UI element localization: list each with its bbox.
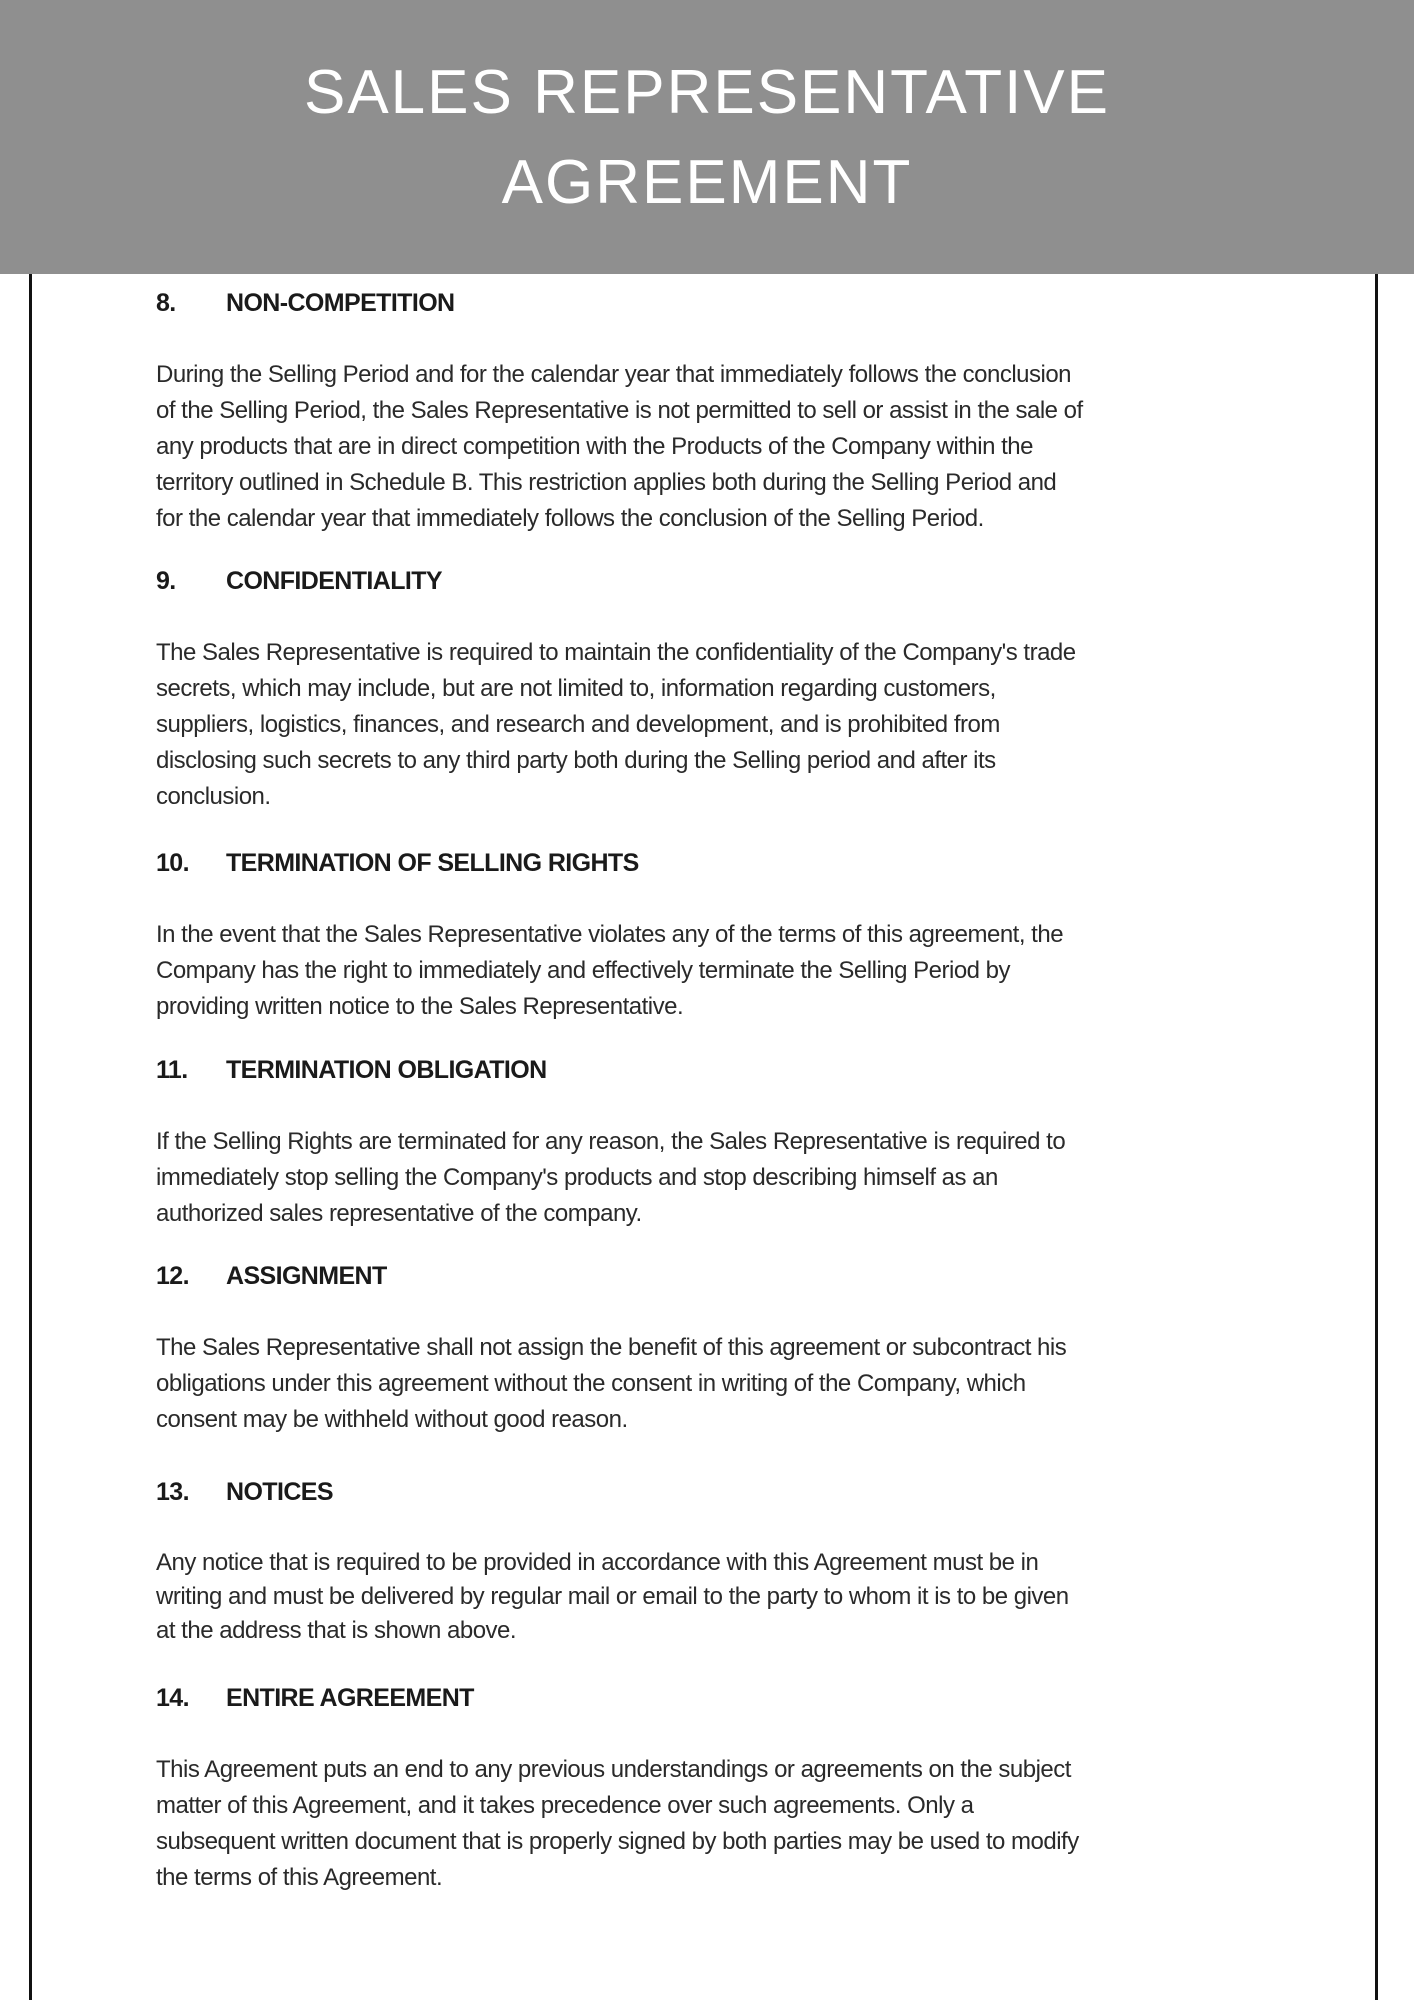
section-heading bbox=[156, 1052, 1276, 1088]
section-title: ENTIRE AGREEMENT bbox=[226, 1684, 474, 1712]
paragraph-line: authorized sales representative of the company. bbox=[156, 1200, 642, 1227]
section-11 bbox=[156, 1052, 1276, 1232]
section-number: 8. bbox=[156, 289, 176, 317]
section-paragraph bbox=[156, 1330, 1276, 1438]
paragraph-line: immediately stop selling the Company's products and stop describing himself as an bbox=[156, 1164, 998, 1191]
section-12 bbox=[156, 1258, 1276, 1438]
section-9 bbox=[156, 563, 1276, 815]
section-number: 10. bbox=[156, 849, 189, 877]
section-paragraph bbox=[156, 917, 1276, 1025]
paragraph-line: providing written notice to the Sales Representative. bbox=[156, 993, 684, 1020]
section-heading bbox=[156, 285, 1276, 321]
section-number: 12. bbox=[156, 1262, 189, 1290]
section-heading bbox=[156, 1680, 1276, 1716]
section-title: TERMINATION OBLIGATION bbox=[226, 1056, 547, 1084]
paragraph-line: the terms of this Agreement. bbox=[156, 1864, 443, 1891]
paragraph-line: at the address that is shown above. bbox=[156, 1617, 517, 1644]
section-title: ASSIGNMENT bbox=[226, 1262, 387, 1290]
paragraph-line: Any notice that is required to be provided in accordance with this Agreement must be in bbox=[156, 1549, 1039, 1576]
section-number: 14. bbox=[156, 1684, 189, 1712]
paragraph-line: suppliers, logistics, finances, and research and development, and is prohibited from bbox=[156, 711, 1000, 738]
page-border-right bbox=[1375, 274, 1378, 2000]
section-paragraph bbox=[156, 1752, 1276, 1896]
paragraph-line: writing and must be delivered by regular mail or email to the party to whom it is to be given bbox=[156, 1583, 1069, 1610]
section-paragraph bbox=[156, 1124, 1276, 1232]
section-10 bbox=[156, 845, 1276, 1025]
section-number: 9. bbox=[156, 567, 176, 595]
title-line-2: AGREEMENT bbox=[501, 148, 913, 217]
paragraph-line: obligations under this agreement without the consent in writing of the Company, which bbox=[156, 1370, 1026, 1397]
section-heading bbox=[156, 1474, 1276, 1510]
paragraph-line: matter of this Agreement, and it takes precedence over such agreements. Only a bbox=[156, 1792, 974, 1819]
paragraph-line: any products that are in direct competition with the Products of the Company within the bbox=[156, 433, 1033, 460]
section-heading bbox=[156, 563, 1276, 599]
paragraph-line: The Sales Representative is required to maintain the confidentiality of the Company's trade bbox=[156, 639, 1076, 666]
section-8 bbox=[156, 285, 1276, 537]
paragraph-line: conclusion. bbox=[156, 783, 271, 810]
paragraph-line: During the Selling Period and for the calendar year that immediately follows the conclusion bbox=[156, 361, 1072, 388]
section-heading bbox=[156, 845, 1276, 881]
section-13 bbox=[156, 1474, 1276, 1648]
section-title: CONFIDENTIALITY bbox=[226, 567, 442, 595]
section-14 bbox=[156, 1680, 1276, 1896]
section-number: 11. bbox=[156, 1056, 188, 1084]
section-heading bbox=[156, 1258, 1276, 1294]
title-line-1: SALES REPRESENTATIVE bbox=[303, 58, 1111, 127]
paragraph-line: If the Selling Rights are terminated for any reason, the Sales Representative is required to bbox=[156, 1128, 1066, 1155]
paragraph-line: Company has the right to immediately and effectively terminate the Selling Period by bbox=[156, 957, 1011, 984]
section-title: TERMINATION OF SELLING RIGHTS bbox=[226, 849, 639, 877]
section-title: NON-COMPETITION bbox=[226, 289, 455, 317]
section-paragraph bbox=[156, 1546, 1276, 1648]
section-number: 13. bbox=[156, 1478, 189, 1506]
paragraph-line: This Agreement puts an end to any previous understandings or agreements on the subject bbox=[156, 1756, 1071, 1783]
paragraph-line: secrets, which may include, but are not limited to, information regarding customers, bbox=[156, 675, 996, 702]
paragraph-line: disclosing such secrets to any third party both during the Selling period and after its bbox=[156, 747, 996, 774]
page-border-left bbox=[29, 274, 32, 2000]
paragraph-line: for the calendar year that immediately follows the conclusion of the Selling Period. bbox=[156, 505, 984, 532]
section-paragraph bbox=[156, 357, 1276, 537]
title-banner bbox=[0, 0, 1414, 274]
paragraph-line: The Sales Representative shall not assign the benefit of this agreement or subcontract his bbox=[156, 1334, 1067, 1361]
paragraph-line: consent may be withheld without good reason. bbox=[156, 1406, 628, 1433]
paragraph-line: subsequent written document that is properly signed by both parties may be used to modify bbox=[156, 1828, 1079, 1855]
section-paragraph bbox=[156, 635, 1276, 815]
paragraph-line: territory outlined in Schedule B. This restriction applies both during the Selling Period and bbox=[156, 469, 1057, 496]
paragraph-line: of the Selling Period, the Sales Representative is not permitted to sell or assist in the sale of bbox=[156, 397, 1083, 424]
paragraph-line: In the event that the Sales Representative violates any of the terms of this agreement, the bbox=[156, 921, 1064, 948]
section-title: NOTICES bbox=[226, 1478, 333, 1506]
